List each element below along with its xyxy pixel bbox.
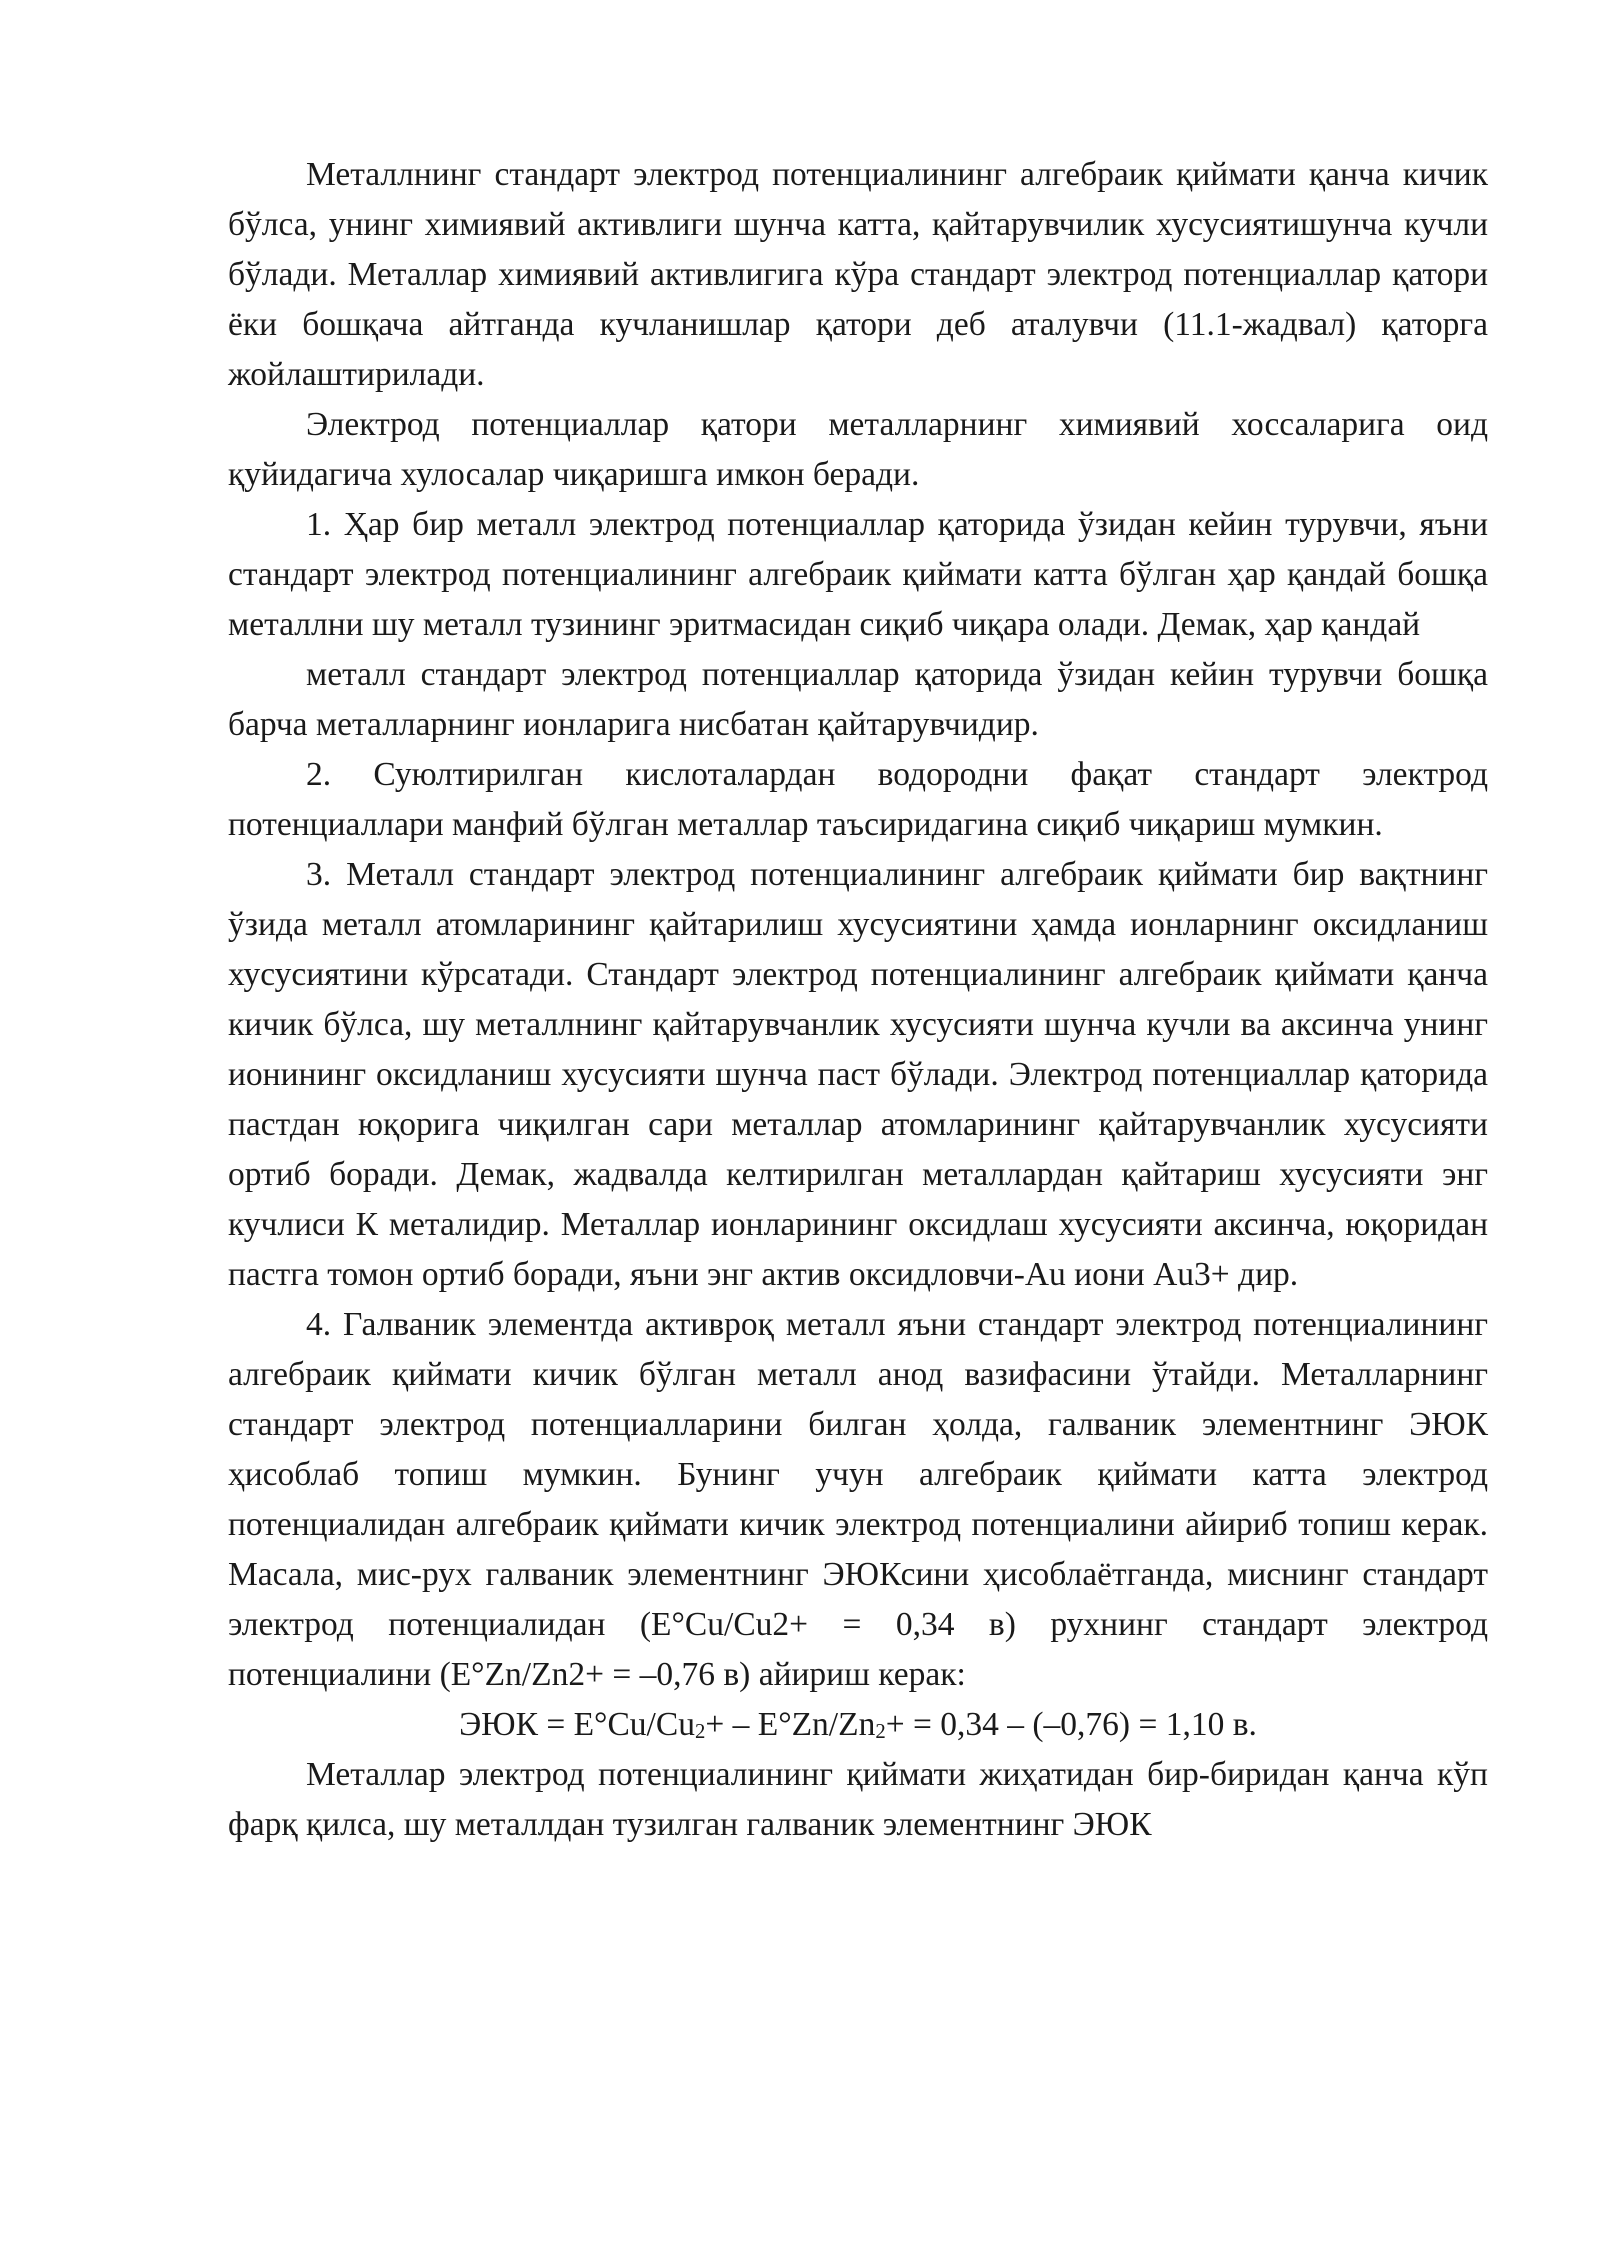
formula-part-1: ЭЮК = E°Cu/Cu xyxy=(459,1706,695,1743)
formula-part-2: + – E°Zn/Zn xyxy=(705,1706,876,1743)
paragraph-point-1: 1. Ҳар бир металл электрод потенциаллар қаторида ўзидан кейин турувчи, яъни стандарт электрод потенциалининг алгебраик қиймати катта бўлган ҳар қандай бошқа металлни шу металл тузининг эритмасидан сиқиб чиқара олади. Демак, ҳар қандай xyxy=(228,506,1488,643)
document-page xyxy=(228,150,1488,1850)
paragraph-point-1-continued: металл стандарт электрод потенциаллар қаторида ўзидан кейин турувчи бошқа барча металларнинг ионларига нисбатан қайтарувчидир. xyxy=(228,656,1488,743)
paragraph-point-2: 2. Суюлтирилган кислоталардан водородни фақат стандарт электрод потенциаллари манфий бўлган металлар таъсиридагина сиқиб чиқариш мумкин. xyxy=(228,756,1488,843)
emf-formula xyxy=(228,1700,1488,1750)
paragraph-intro: Металлнинг стандарт электрод потенциалининг алгебраик қиймати қанча кичик бўлса, унинг химиявий активлиги шунча катта, қайтарувчилик хусусиятишунча кучли бўлади. Металлар химиявий активлигига кўра стандарт электрод потенциаллар қатори ёки бошқача айтганда кучланишлар қатори деб аталувчи (11.1-жадвал) қаторга жойлаштирилади. xyxy=(228,156,1488,393)
paragraph-point-4: 4. Галваник элементда активроқ металл яъни стандарт электрод потенциалининг алгебраик қиймати кичик бўлган металл анод вазифасини ўтайди. Металларнинг стандарт электрод потенциалларини билган ҳолда, галваник элементнинг ЭЮК ҳисоблаб топиш мумкин. Бунинг учун алгебраик қиймати катта электрод потенциалидан алгебраик қиймати кичик электрод потенциалини айириб топиш керак. Масала, мис-рух галваник элементнинг ЭЮКсини ҳисоблаётганда, миснинг стандарт электрод потенциалидан (E°Cu/Cu2+ = 0,34 в) рухнинг стандарт электрод потенциалини (E°Zn/Zn2+ = –0,76 в) айириш керак: xyxy=(228,1306,1488,1693)
formula-subscript-2: 2 xyxy=(875,1720,886,1744)
paragraph-point-3: 3. Металл стандарт электрод потенциалининг алгебраик қиймати бир вақтнинг ўзида металл атомларининг қайтарилиш хусусиятини ҳамда ионларнинг оксидланиш хусусиятини кўрсатади. Стандарт электрод потенциалининг алгебраик қиймати қанча кичик бўлса, шу металлнинг қайтарувчанлик хусусияти шунча кучли ва аксинча унинг ионининг оксидланиш хусусияти шунча паст бўлади. Электрод потенциаллар қаторида пастдан юқорига чиқилган сари металлар атомларининг қайтарувчанлик хусусияти ортиб боради. Демак, жадвалда келтирилган металлардан қайтариш хусусияти энг кучлиси К металидир. Металлар ионларининг оксидлаш хусусияти аксинча, юқоридан пастга томон ортиб боради, яъни энг актив оксидловчи-Au иони Au3+ дир. xyxy=(228,856,1488,1293)
paragraph-final: Металлар электрод потенциалининг қиймати жиҳатидан бир-биридан қанча кўп фарқ қилса, шу металлдан тузилган галваник элементнинг ЭЮК xyxy=(228,1756,1488,1843)
paragraph-conclusions-lead: Электрод потенциаллар қатори металларнинг химиявий хоссаларига оид қуйидагича хулосалар чиқаришга имкон беради. xyxy=(228,406,1488,493)
formula-part-3: + = 0,34 – (–0,76) = 1,10 в. xyxy=(885,1706,1257,1743)
formula-subscript-1: 2 xyxy=(694,1720,706,1744)
